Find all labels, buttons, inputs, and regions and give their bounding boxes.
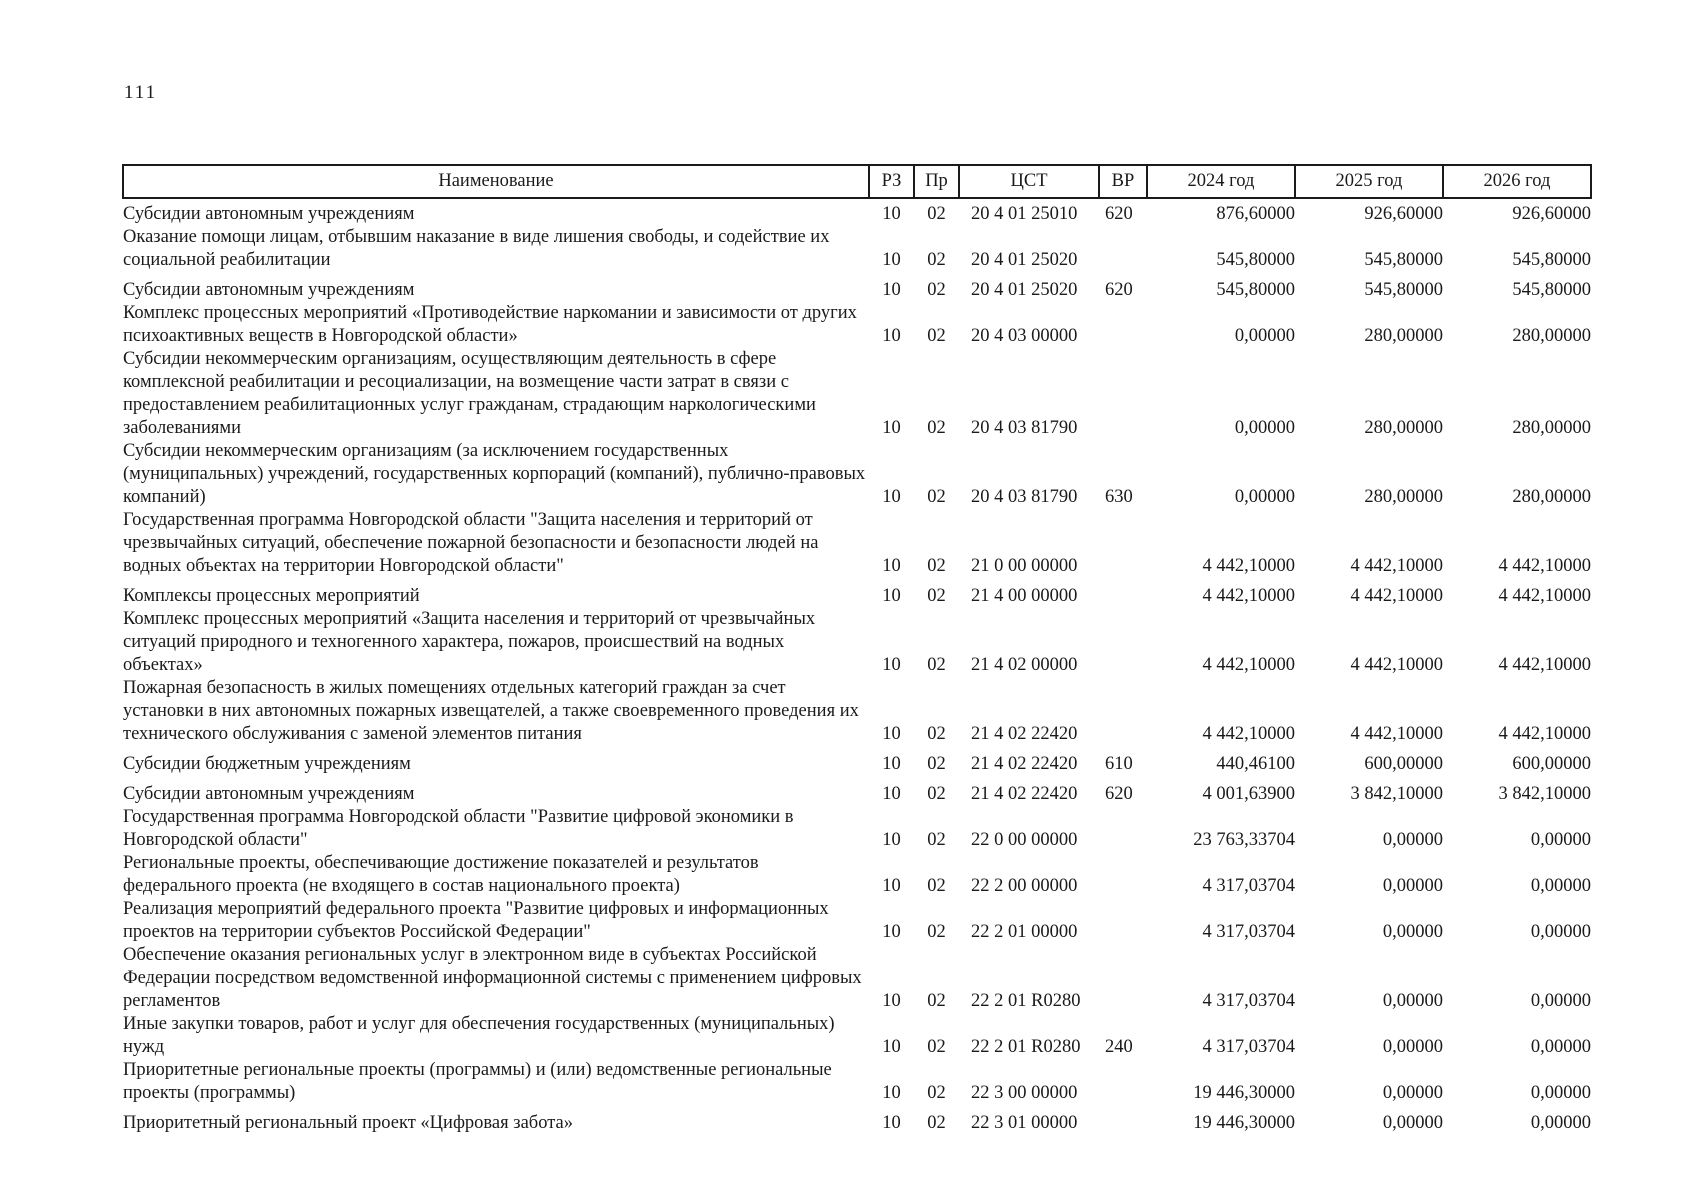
row-name: Субсидии некоммерческим организациям, осуществляющим деятельность в сфере комплексной реабилитации и ресоциализации, на возмещение части затрат в связи с предоставлением реабилитационных услуг гражданам, страдающим наркологическими заболеваниями xyxy=(123,349,816,438)
row-2025: 0,00000 xyxy=(1382,1113,1443,1133)
row-2024: 876,60000 xyxy=(1216,204,1295,224)
row-cst: 20 4 03 00000 xyxy=(971,326,1078,346)
row-vr: 630 xyxy=(1105,487,1133,507)
row-2024: 4 442,10000 xyxy=(1202,586,1295,606)
page-number: 111 xyxy=(124,82,158,103)
row-rz: 10 xyxy=(882,1113,901,1133)
row-2024: 0,00000 xyxy=(1234,418,1295,438)
row-name: Оказание помощи лицам, отбывшим наказание в виде лишения свободы, и содействие их социальной реабилитации xyxy=(123,227,830,270)
row-pr: 02 xyxy=(927,784,946,804)
row-vr: 620 xyxy=(1105,784,1133,804)
row-pr: 02 xyxy=(927,830,946,850)
row-vr xyxy=(1099,898,1147,944)
row-2025: 3 842,10000 xyxy=(1350,784,1443,804)
row-name: Комплекс процессных мероприятий «Противодействие наркомании и зависимости от других психоактивных веществ в Новгородской области» xyxy=(123,303,857,346)
header-2026: 2026 год xyxy=(1443,165,1591,198)
row-name: Субсидии автономным учреждениям xyxy=(123,784,415,804)
row-cst: 22 2 01 R0280 xyxy=(971,1037,1081,1057)
row-2025: 0,00000 xyxy=(1382,922,1443,942)
row-vr xyxy=(1099,509,1147,578)
table-row xyxy=(123,198,1591,226)
row-rz: 10 xyxy=(882,204,901,224)
row-cst: 22 0 00 00000 xyxy=(971,830,1078,850)
row-2025: 4 442,10000 xyxy=(1350,586,1443,606)
row-2025: 4 442,10000 xyxy=(1350,655,1443,675)
row-vr xyxy=(1099,302,1147,348)
header-vr: ВР xyxy=(1099,165,1147,198)
row-vr xyxy=(1099,226,1147,272)
row-name: Государственная программа Новгородской области "Защита населения и территорий от чрезвычайных ситуаций, обеспечение пожарной безопасности и безопасности людей на водных объектах на территории Новгородской области" xyxy=(123,510,819,576)
table-row xyxy=(123,578,1591,608)
row-vr xyxy=(1099,1105,1147,1135)
row-vr: 240 xyxy=(1105,1037,1133,1057)
row-vr xyxy=(1099,578,1147,608)
row-2026: 0,00000 xyxy=(1530,991,1591,1011)
row-name: Субсидии бюджетным учреждениям xyxy=(123,754,411,774)
row-cst: 21 0 00 00000 xyxy=(971,556,1078,576)
row-2026: 0,00000 xyxy=(1530,922,1591,942)
header-2024: 2024 год xyxy=(1147,165,1295,198)
row-2024: 4 317,03704 xyxy=(1202,1037,1295,1057)
row-2026: 4 442,10000 xyxy=(1498,724,1591,744)
row-2025: 0,00000 xyxy=(1382,876,1443,896)
row-pr: 02 xyxy=(927,991,946,1011)
row-pr: 02 xyxy=(927,1083,946,1103)
row-rz: 10 xyxy=(882,922,901,942)
table-row xyxy=(123,272,1591,302)
row-rz: 10 xyxy=(882,754,901,774)
table-row xyxy=(123,1059,1591,1105)
row-2025: 280,00000 xyxy=(1364,326,1443,346)
row-2024: 19 446,30000 xyxy=(1193,1083,1295,1103)
row-pr: 02 xyxy=(927,754,946,774)
table-row xyxy=(123,898,1591,944)
header-rz: РЗ xyxy=(869,165,914,198)
row-pr: 02 xyxy=(927,326,946,346)
row-2025: 4 442,10000 xyxy=(1350,724,1443,744)
row-name: Приоритетные региональные проекты (программы) и (или) ведомственные региональные проекты (программы) xyxy=(123,1060,832,1103)
row-rz: 10 xyxy=(882,250,901,270)
row-pr: 02 xyxy=(927,280,946,300)
row-pr: 02 xyxy=(927,922,946,942)
table-header xyxy=(123,165,1591,198)
row-2025: 0,00000 xyxy=(1382,830,1443,850)
row-pr: 02 xyxy=(927,556,946,576)
table-body xyxy=(123,198,1591,1135)
row-2025: 0,00000 xyxy=(1382,991,1443,1011)
row-2024: 23 763,33704 xyxy=(1193,830,1295,850)
row-vr: 620 xyxy=(1105,280,1133,300)
row-name: Реализация мероприятий федерального проекта "Развитие цифровых и информационных проектов на территории субъектов Российской Федерации" xyxy=(123,899,829,942)
row-cst: 20 4 01 25020 xyxy=(971,280,1078,300)
row-2026: 4 442,10000 xyxy=(1498,556,1591,576)
row-vr xyxy=(1099,677,1147,746)
row-pr: 02 xyxy=(927,487,946,507)
row-name: Субсидии некоммерческим организациям (за исключением государственных (муниципальных) учреждений, государственных корпораций (компаний), публично-правовых компаний) xyxy=(123,441,866,507)
row-pr: 02 xyxy=(927,418,946,438)
row-vr: 620 xyxy=(1105,204,1133,224)
row-2024: 4 317,03704 xyxy=(1202,876,1295,896)
row-2024: 0,00000 xyxy=(1234,326,1295,346)
row-2025: 4 442,10000 xyxy=(1350,556,1443,576)
table-row xyxy=(123,677,1591,746)
row-rz: 10 xyxy=(882,876,901,896)
row-pr: 02 xyxy=(927,876,946,896)
row-2024: 4 442,10000 xyxy=(1202,724,1295,744)
row-name: Субсидии автономным учреждениям xyxy=(123,280,415,300)
row-pr: 02 xyxy=(927,586,946,606)
row-2024: 4 317,03704 xyxy=(1202,991,1295,1011)
row-rz: 10 xyxy=(882,655,901,675)
row-vr xyxy=(1099,348,1147,440)
row-2026: 280,00000 xyxy=(1512,487,1591,507)
row-2024: 440,46100 xyxy=(1216,754,1295,774)
row-pr: 02 xyxy=(927,1113,946,1133)
row-2026: 4 442,10000 xyxy=(1498,586,1591,606)
row-2024: 4 001,63900 xyxy=(1202,784,1295,804)
row-cst: 20 4 01 25020 xyxy=(971,250,1078,270)
row-cst: 20 4 03 81790 xyxy=(971,418,1078,438)
row-rz: 10 xyxy=(882,1037,901,1057)
row-2026: 4 442,10000 xyxy=(1498,655,1591,675)
row-2024: 4 317,03704 xyxy=(1202,922,1295,942)
budget-table xyxy=(122,164,1592,1135)
row-2026: 0,00000 xyxy=(1530,1113,1591,1133)
row-2025: 280,00000 xyxy=(1364,487,1443,507)
row-2024: 545,80000 xyxy=(1216,280,1295,300)
row-cst: 20 4 03 81790 xyxy=(971,487,1078,507)
row-cst: 21 4 02 22420 xyxy=(971,754,1078,774)
row-cst: 21 4 00 00000 xyxy=(971,586,1078,606)
row-2026: 545,80000 xyxy=(1512,250,1591,270)
row-pr: 02 xyxy=(927,724,946,744)
table-row xyxy=(123,806,1591,852)
row-rz: 10 xyxy=(882,1083,901,1103)
table-row xyxy=(123,852,1591,898)
row-rz: 10 xyxy=(882,724,901,744)
table-row xyxy=(123,1105,1591,1135)
table-row xyxy=(123,776,1591,806)
header-2025: 2025 год xyxy=(1295,165,1443,198)
row-rz: 10 xyxy=(882,326,901,346)
table-row xyxy=(123,226,1591,272)
table-row xyxy=(123,1013,1591,1059)
row-2025: 600,00000 xyxy=(1364,754,1443,774)
row-2025: 0,00000 xyxy=(1382,1037,1443,1057)
row-name: Пожарная безопасность в жилых помещениях отдельных категорий граждан за счет установки в них автономных пожарных извещателей, а также своевременного проведения их технического обслуживания с заменой элементов питания xyxy=(123,678,859,744)
row-pr: 02 xyxy=(927,1037,946,1057)
row-2026: 0,00000 xyxy=(1530,830,1591,850)
row-2024: 19 446,30000 xyxy=(1193,1113,1295,1133)
row-2025: 280,00000 xyxy=(1364,418,1443,438)
row-2025: 545,80000 xyxy=(1364,250,1443,270)
row-name: Приоритетный региональный проект «Цифровая забота» xyxy=(123,1113,573,1133)
row-name: Иные закупки товаров, работ и услуг для обеспечения государственных (муниципальных) нужд xyxy=(123,1014,835,1057)
row-2026: 3 842,10000 xyxy=(1498,784,1591,804)
row-2026: 280,00000 xyxy=(1512,418,1591,438)
row-vr xyxy=(1099,852,1147,898)
row-cst: 22 3 01 00000 xyxy=(971,1113,1078,1133)
row-name: Комплексы процессных мероприятий xyxy=(123,586,420,606)
row-pr: 02 xyxy=(927,250,946,270)
row-cst: 22 2 01 00000 xyxy=(971,922,1078,942)
table-row xyxy=(123,509,1591,578)
row-cst: 20 4 01 25010 xyxy=(971,204,1078,224)
row-name: Государственная программа Новгородской области "Развитие цифровой экономики в Новгородской области" xyxy=(123,807,794,850)
row-name: Обеспечение оказания региональных услуг в электронном виде в субъектах Российской Федерации посредством ведомственной информационной системы с применением цифровых регламентов xyxy=(123,945,862,1011)
header-cst: ЦСТ xyxy=(959,165,1099,198)
row-name: Субсидии автономным учреждениям xyxy=(123,204,415,224)
row-2024: 545,80000 xyxy=(1216,250,1295,270)
table-row xyxy=(123,746,1591,776)
row-2024: 4 442,10000 xyxy=(1202,556,1295,576)
row-2025: 0,00000 xyxy=(1382,1083,1443,1103)
row-rz: 10 xyxy=(882,487,901,507)
row-vr xyxy=(1099,1059,1147,1105)
row-rz: 10 xyxy=(882,830,901,850)
row-rz: 10 xyxy=(882,784,901,804)
row-vr xyxy=(1099,608,1147,677)
row-2026: 280,00000 xyxy=(1512,326,1591,346)
row-rz: 10 xyxy=(882,586,901,606)
row-2024: 4 442,10000 xyxy=(1202,655,1295,675)
row-2025: 545,80000 xyxy=(1364,280,1443,300)
row-cst: 21 4 02 22420 xyxy=(971,784,1078,804)
row-rz: 10 xyxy=(882,991,901,1011)
row-name: Комплекс процессных мероприятий «Защита населения и территорий от чрезвычайных ситуаций природного и техногенного характера, пожаров, происшествий на водных объектах» xyxy=(123,609,816,675)
row-vr: 610 xyxy=(1105,754,1133,774)
row-cst: 21 4 02 00000 xyxy=(971,655,1078,675)
row-rz: 10 xyxy=(882,280,901,300)
row-cst: 22 3 00 00000 xyxy=(971,1083,1078,1103)
row-2026: 545,80000 xyxy=(1512,280,1591,300)
row-2026: 926,60000 xyxy=(1512,204,1591,224)
row-rz: 10 xyxy=(882,556,901,576)
row-2025: 926,60000 xyxy=(1364,204,1443,224)
table-row xyxy=(123,302,1591,348)
row-2026: 0,00000 xyxy=(1530,1083,1591,1103)
row-2026: 600,00000 xyxy=(1512,754,1591,774)
row-2024: 0,00000 xyxy=(1234,487,1295,507)
table-row xyxy=(123,608,1591,677)
row-vr xyxy=(1099,806,1147,852)
row-cst: 21 4 02 22420 xyxy=(971,724,1078,744)
row-name: Региональные проекты, обеспечивающие достижение показателей и результатов федерального проекта (не входящего в состав национального проекта) xyxy=(123,853,759,896)
row-2026: 0,00000 xyxy=(1530,876,1591,896)
row-pr: 02 xyxy=(927,204,946,224)
row-pr: 02 xyxy=(927,655,946,675)
table-row xyxy=(123,944,1591,1013)
table-row xyxy=(123,440,1591,509)
header-pr: Пр xyxy=(914,165,959,198)
row-2026: 0,00000 xyxy=(1530,1037,1591,1057)
row-cst: 22 2 01 R0280 xyxy=(971,991,1081,1011)
header-name: Наименование xyxy=(123,165,869,198)
row-rz: 10 xyxy=(882,418,901,438)
row-cst: 22 2 00 00000 xyxy=(971,876,1078,896)
table-row xyxy=(123,348,1591,440)
row-vr xyxy=(1099,944,1147,1013)
